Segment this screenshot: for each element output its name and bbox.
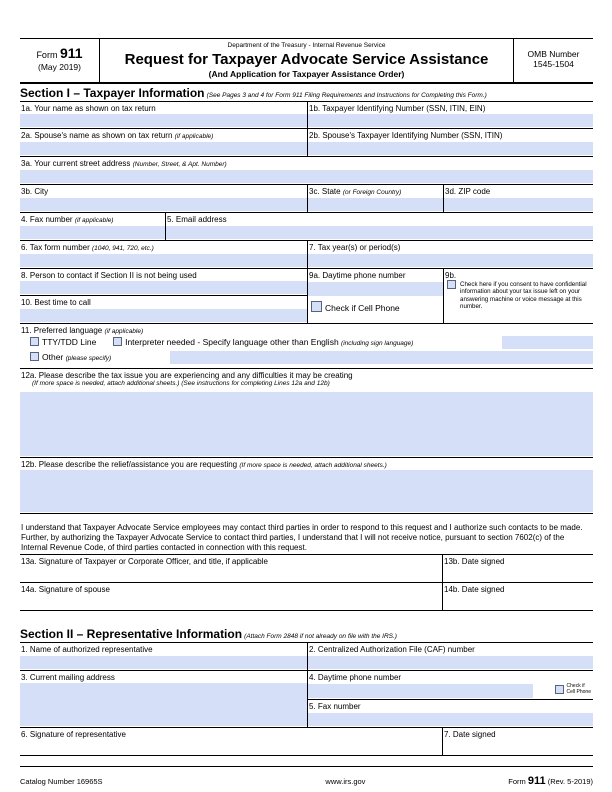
input-rep-caf[interactable] — [308, 656, 593, 669]
checkbox-cell-phone[interactable] — [311, 301, 322, 312]
rep-field-3 — [20, 671, 308, 727]
field-14a — [20, 583, 443, 610]
label-1a: 1a. Your name as shown on tax return — [21, 104, 156, 113]
input-8-contact[interactable] — [20, 281, 307, 294]
section-1-note: (See Pages 3 and 4 for Form 911 Filing Requirements and Instructions for Completing this Form.) — [206, 92, 487, 99]
field-14b — [443, 583, 593, 610]
rep-label-3: 3. Current mailing address — [21, 673, 115, 682]
input-rep-fax[interactable] — [308, 713, 593, 726]
department: Department of the Treasury - Internal Revenue Service — [227, 42, 386, 49]
input-3d-zip[interactable] — [444, 198, 593, 211]
field-6 — [20, 241, 308, 268]
field-2b — [308, 129, 593, 156]
input-other-language[interactable] — [170, 351, 593, 364]
field-13a — [20, 555, 443, 582]
label-2b: 2b. Spouse's Taxpayer Identifying Number (SSN, ITIN) — [309, 131, 503, 140]
label-11: 11. Preferred language (if applicable) — [21, 326, 144, 335]
field-3b — [20, 185, 308, 212]
page-footer — [20, 766, 593, 787]
rep-field-6 — [20, 728, 443, 755]
label-14b: 14b. Date signed — [444, 585, 505, 594]
consent-paragraph: I understand that Taxpayer Advocate Service employees may contact third parties in order to respond to this request and I authorize such contacts to be made. Further, by authorizing the Taxpayer Advocate Service to contact third parties, I understand that I will not receive notice, pursuant to section 7602(c) of the Internal Revenue Code, of third parties contacted in connection with this request. — [20, 522, 593, 555]
input-3b-city[interactable] — [20, 198, 307, 211]
checkbox-9b-consent[interactable] — [447, 280, 456, 289]
field-9b — [444, 269, 593, 323]
rep-field-7 — [443, 728, 593, 755]
input-rep-name[interactable] — [20, 656, 307, 669]
row-14 — [20, 583, 593, 611]
field-4 — [20, 213, 166, 240]
interpreter-label: Interpreter needed - Specify language other than English — [125, 337, 339, 347]
note-12a: (If more space is needed, attach additional sheets.) (See instructions for completing Lines 12a and 12b) — [32, 380, 330, 387]
row-2 — [20, 129, 593, 157]
rep-cell-check — [555, 683, 591, 695]
field-12b — [20, 458, 593, 513]
form-id-box — [20, 39, 100, 82]
label-3c: 3c. State (or Foreign Country) — [309, 187, 402, 196]
cell-phone-check — [311, 301, 400, 313]
input-5-email[interactable] — [166, 226, 593, 239]
field-11 — [20, 324, 593, 368]
omb-box — [513, 39, 593, 82]
input-9a-phone[interactable] — [308, 282, 443, 296]
row-13 — [20, 555, 593, 583]
checkbox-tty[interactable] — [30, 337, 39, 346]
text-9b: Check here if you consent to have confidential information about your tax issue left on your answering machine or voice message at this number. — [460, 281, 587, 311]
label-14a: 14a. Signature of spouse — [21, 585, 110, 594]
fields-8-10 — [20, 269, 308, 323]
rep-field-2 — [308, 643, 593, 670]
tty-label: TTY/TDD Line — [42, 337, 97, 347]
label-3b: 3b. City — [21, 187, 49, 196]
label-8: 8. Person to contact if Section II is not being used — [21, 271, 197, 280]
rep-field-5 — [308, 700, 593, 727]
lang-row-2 — [30, 352, 111, 362]
catalog-number: Catalog Number 16965S — [20, 776, 103, 786]
row-3b — [20, 185, 593, 213]
label-5: 5. Email address — [167, 215, 227, 224]
rep-row-6 — [20, 728, 593, 756]
rep-field-1 — [20, 643, 308, 670]
row-12b — [20, 458, 593, 514]
input-rep-phone[interactable] — [308, 684, 533, 698]
field-3c — [308, 185, 444, 212]
input-rep-address[interactable] — [20, 683, 307, 726]
input-3c-state[interactable] — [308, 198, 443, 211]
section-1-heading — [20, 84, 593, 102]
input-1a-name[interactable] — [20, 114, 307, 127]
label-10: 10. Best time to call — [21, 298, 91, 307]
label-13b: 13b. Date signed — [444, 557, 505, 566]
section-2-note: (Attach Form 2848 if not already on file with the IRS.) — [244, 633, 397, 640]
label-3d: 3d. ZIP code — [445, 187, 491, 196]
row-4 — [20, 213, 593, 241]
row-8-10 — [20, 269, 593, 324]
consent-checkbox-wrap — [447, 280, 459, 290]
rep-label-4: 4. Daytime phone number — [309, 673, 402, 682]
label-12a: 12a. Please describe the tax issue you are experiencing and any difficulties it may be creating — [21, 371, 353, 380]
field-8 — [20, 269, 307, 296]
label-12b: 12b. Please describe the relief/assistance you are requesting (If more space is needed, attach additional sheets.) — [21, 460, 387, 469]
field-1a — [20, 102, 308, 128]
omb-number: 1545-1504 — [533, 59, 574, 69]
input-2b-spouse-tin[interactable] — [308, 142, 593, 155]
field-2a — [20, 129, 308, 156]
input-12a-issue[interactable] — [20, 392, 593, 456]
rep-label-2: 2. Centralized Authorization File (CAF) number — [309, 645, 475, 654]
label-13a: 13a. Signature of Taxpayer or Corporate Officer, and title, if applicable — [21, 557, 268, 566]
rep-row-1 — [20, 643, 593, 671]
field-13b — [443, 555, 593, 582]
field-12a — [20, 369, 593, 457]
form-date: (May 2019) — [38, 62, 81, 72]
input-language[interactable] — [502, 336, 593, 349]
footer-form-id: Form 911 (Rev. 5-2019) — [508, 775, 593, 787]
rep-label-6: 6. Signature of representative — [21, 730, 126, 739]
checkbox-interpreter[interactable] — [113, 337, 122, 346]
other-label: Other — [42, 352, 64, 362]
website-link[interactable]: www.irs.gov — [325, 776, 366, 786]
title-box — [100, 39, 513, 82]
label-9b: 9b. — [445, 271, 457, 280]
row-1 — [20, 102, 593, 129]
label-1b: 1b. Taxpayer Identifying Number (SSN, ITIN, EIN) — [309, 104, 486, 113]
row-11 — [20, 324, 593, 369]
field-3d — [444, 185, 593, 212]
input-1b-tin[interactable] — [308, 114, 593, 127]
rep-cell-label: Check if Cell Phone — [566, 683, 591, 695]
form-911-page — [20, 38, 593, 787]
row-12a — [20, 369, 593, 458]
form-word: Form — [36, 50, 58, 60]
form-header — [20, 38, 593, 84]
section-1-title: Section I – Taxpayer Information — [20, 86, 205, 100]
rep-label-7: 7. Date signed — [444, 730, 496, 739]
field-9a — [308, 269, 444, 323]
omb-label: OMB Number — [527, 49, 580, 59]
field-1b — [308, 102, 593, 128]
section-2-heading — [20, 625, 593, 643]
form-number: 911 — [59, 45, 83, 61]
section-2-title: Section II – Representative Information — [20, 627, 243, 641]
other-note: (please specify) — [65, 355, 112, 362]
input-10-best-time[interactable] — [20, 309, 307, 322]
field-5 — [166, 213, 593, 240]
form-title: Request for Taxpayer Advocate Service Assistance — [124, 51, 489, 68]
rep-label-1: 1. Name of authorized representative — [21, 645, 153, 654]
label-2a: 2a. Spouse's name as shown on tax return (if applicable) — [21, 131, 214, 140]
rep-row-3 — [20, 671, 593, 728]
form-subtitle: (And Application for Taxpayer Assistance Order) — [208, 69, 405, 79]
checkbox-rep-cell[interactable] — [555, 685, 564, 694]
field-10 — [20, 296, 307, 323]
input-2a-spouse-name[interactable] — [20, 142, 307, 155]
label-9a: 9a. Daytime phone number — [309, 271, 406, 280]
input-4-fax[interactable] — [20, 226, 165, 239]
check-cell-label: Check if Cell Phone — [325, 303, 400, 313]
label-6: 6. Tax form number (1040, 941, 720, etc.) — [21, 243, 154, 252]
label-7: 7. Tax year(s) or period(s) — [309, 243, 401, 252]
label-3a: 3a. Your current street address (Number, Street, & Apt. Number) — [21, 159, 227, 168]
field-3a — [20, 157, 593, 184]
row-6 — [20, 241, 593, 269]
input-12b-relief[interactable] — [20, 470, 593, 512]
row-3a — [20, 157, 593, 185]
rep-fields-4-5 — [308, 671, 593, 727]
rep-field-4 — [308, 671, 593, 700]
rep-label-5: 5. Fax number — [309, 702, 361, 711]
label-4: 4. Fax number (if applicable) — [21, 215, 114, 224]
lang-row-1 — [30, 337, 413, 347]
input-6-tax-form[interactable] — [20, 254, 307, 267]
checkbox-other[interactable] — [30, 352, 39, 361]
field-7 — [308, 241, 593, 268]
input-7-tax-year[interactable] — [308, 254, 593, 267]
interpreter-note: (including sign language) — [341, 340, 414, 347]
input-3a-street[interactable] — [20, 170, 593, 183]
